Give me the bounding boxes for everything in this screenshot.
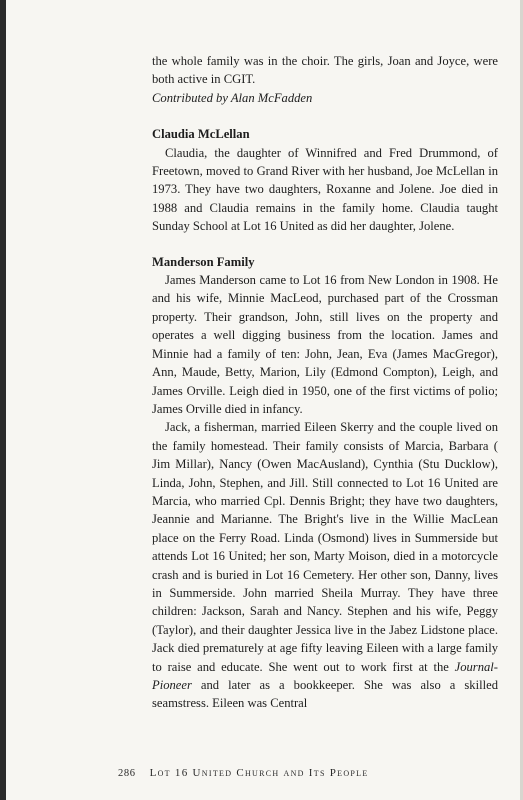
section-spacer bbox=[152, 107, 498, 125]
manderson-paragraph-2-text-end: and later as a bookkeeper. She was also a skilled seamstress. Eileen was Central bbox=[152, 678, 498, 711]
page-binding-shadow bbox=[0, 0, 6, 800]
page-number: 286 bbox=[118, 768, 136, 779]
manderson-paragraph-2-text: Jack, a fisherman, married Eileen Skerry and the couple lived on the family homestead. Their family consists of Marcia, Barbara ( Jim Millar), Nancy (Owen MacAusland), Cynthia (Stu Ducklow), Linda, John, Stephen, and Jill. Still connected to Lot 16 United are Marcia, who married Cpl. Dennis Bright; they have two daughters, Jeannie and Marianne. The Bright's live in the Willie MacLean place on the Ferry Road. Linda (Osmond) lives in Summerside but attends Lot 16 United; her son, Marty Moison, died in a motorcycle crash and is buried in Lot 16 Cemetery. Her other son, Danny, lives in Summerside. John married Sheila Murray. They have three children: Jackson, Sarah and Nancy. Stephen and his wife, Peggy (Taylor), and their daughter Jessica live in the Jabez Lidstone place. Jack died prematurely at age fifty leaving Eileen with a large family to raise and educate. She went out to work first at the bbox=[152, 420, 498, 674]
page-footer bbox=[118, 767, 498, 779]
manderson-paragraph-2 bbox=[152, 418, 498, 713]
section-heading-manderson: Manderson Family bbox=[152, 254, 255, 269]
running-title: Lot 16 United Church and Its People bbox=[149, 767, 369, 779]
newspaper-title: Journal-Pioneer bbox=[152, 659, 498, 692]
continued-paragraph: the whole family was in the choir. The girls, Joan and Joyce, were both active in CGIT. bbox=[152, 54, 498, 87]
contributor-credit: Contributed by Alan McFadden bbox=[152, 90, 313, 105]
claudia-paragraph: Claudia, the daughter of Winnifred and Fred Drummond, of Freetown, moved to Grand River with her husband, Joe McLellan in 1973. They have two daughters, Roxanne and Jolene. Joe died in 1988 and Claudia remains in the family home. Claudia taught Sunday School at Lot 16 United as did her daughter, Jolene. bbox=[152, 145, 498, 234]
manderson-paragraph-1: James Manderson came to Lot 16 from New London in 1908. He and his wife, Minnie MacLeod, purchased part of the Crossman property. Their grandson, John, still lives on the property and operates a well digging business from the location. James and Minnie had a family of ten: John, Jean, Eva (James MacGregor), Ann, Maude, Betty, Marion, Lily (Edmond Compton), Leigh, and James Orville. Leigh died in 1950, one of the first victims of polio; James Orville died in infancy. bbox=[152, 273, 498, 416]
section-spacer bbox=[152, 236, 498, 253]
section-heading-claudia: Claudia McLellan bbox=[152, 127, 250, 142]
page-body bbox=[152, 52, 498, 713]
